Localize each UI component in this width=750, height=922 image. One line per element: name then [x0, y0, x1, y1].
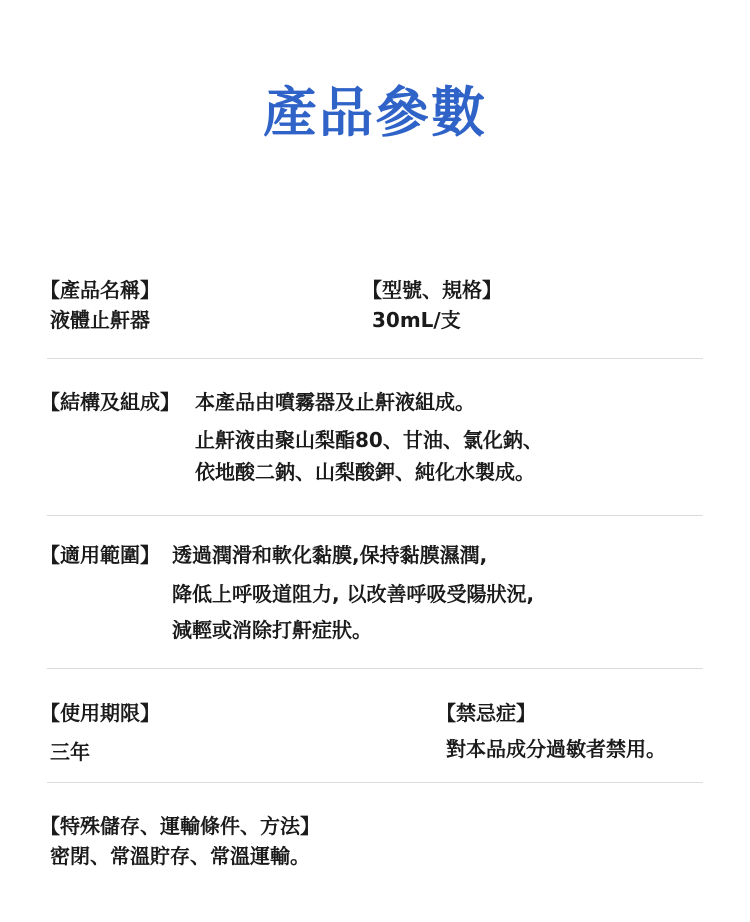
- model-value: 30mL/支: [372, 308, 461, 332]
- contraindication-label: 【禁忌症】: [436, 701, 536, 725]
- divider: [47, 515, 703, 516]
- storage-label: 【特殊儲存、運輸條件、方法】: [40, 814, 320, 838]
- product-name-value: 液體止鼾器: [50, 308, 150, 332]
- storage-value: 密閉、常溫貯存、常溫運輸。: [50, 844, 310, 868]
- contraindication-value: 對本品成分過敏者禁用。: [446, 737, 666, 761]
- divider: [47, 358, 703, 359]
- scope-line: 降低上呼吸道阻力, 以改善呼吸受陽狀況,: [172, 582, 535, 606]
- model-label: 【型號、規格】: [362, 278, 502, 302]
- scope-line: 減輕或消除打鼾症狀。: [172, 618, 372, 642]
- period-value: 三年: [50, 740, 90, 764]
- structure-line: 本產品由噴霧器及止鼾液組成。: [195, 390, 475, 414]
- page-title: 產品參數: [263, 81, 487, 144]
- structure-label: 【結構及組成】: [40, 390, 180, 414]
- period-label: 【使用期限】: [40, 701, 160, 725]
- structure-line: 止鼾液由聚山梨酯80、甘油、氯化鈉、: [195, 428, 543, 452]
- divider: [47, 782, 703, 783]
- scope-label: 【適用範圍】: [40, 543, 160, 567]
- product-name-label: 【產品名稱】: [40, 278, 160, 302]
- structure-line: 依地酸二鈉、山梨酸鉀、純化水製成。: [195, 460, 535, 484]
- divider: [47, 668, 703, 669]
- scope-line: 透過潤滑和軟化黏膜,保持黏膜濕潤,: [172, 543, 488, 567]
